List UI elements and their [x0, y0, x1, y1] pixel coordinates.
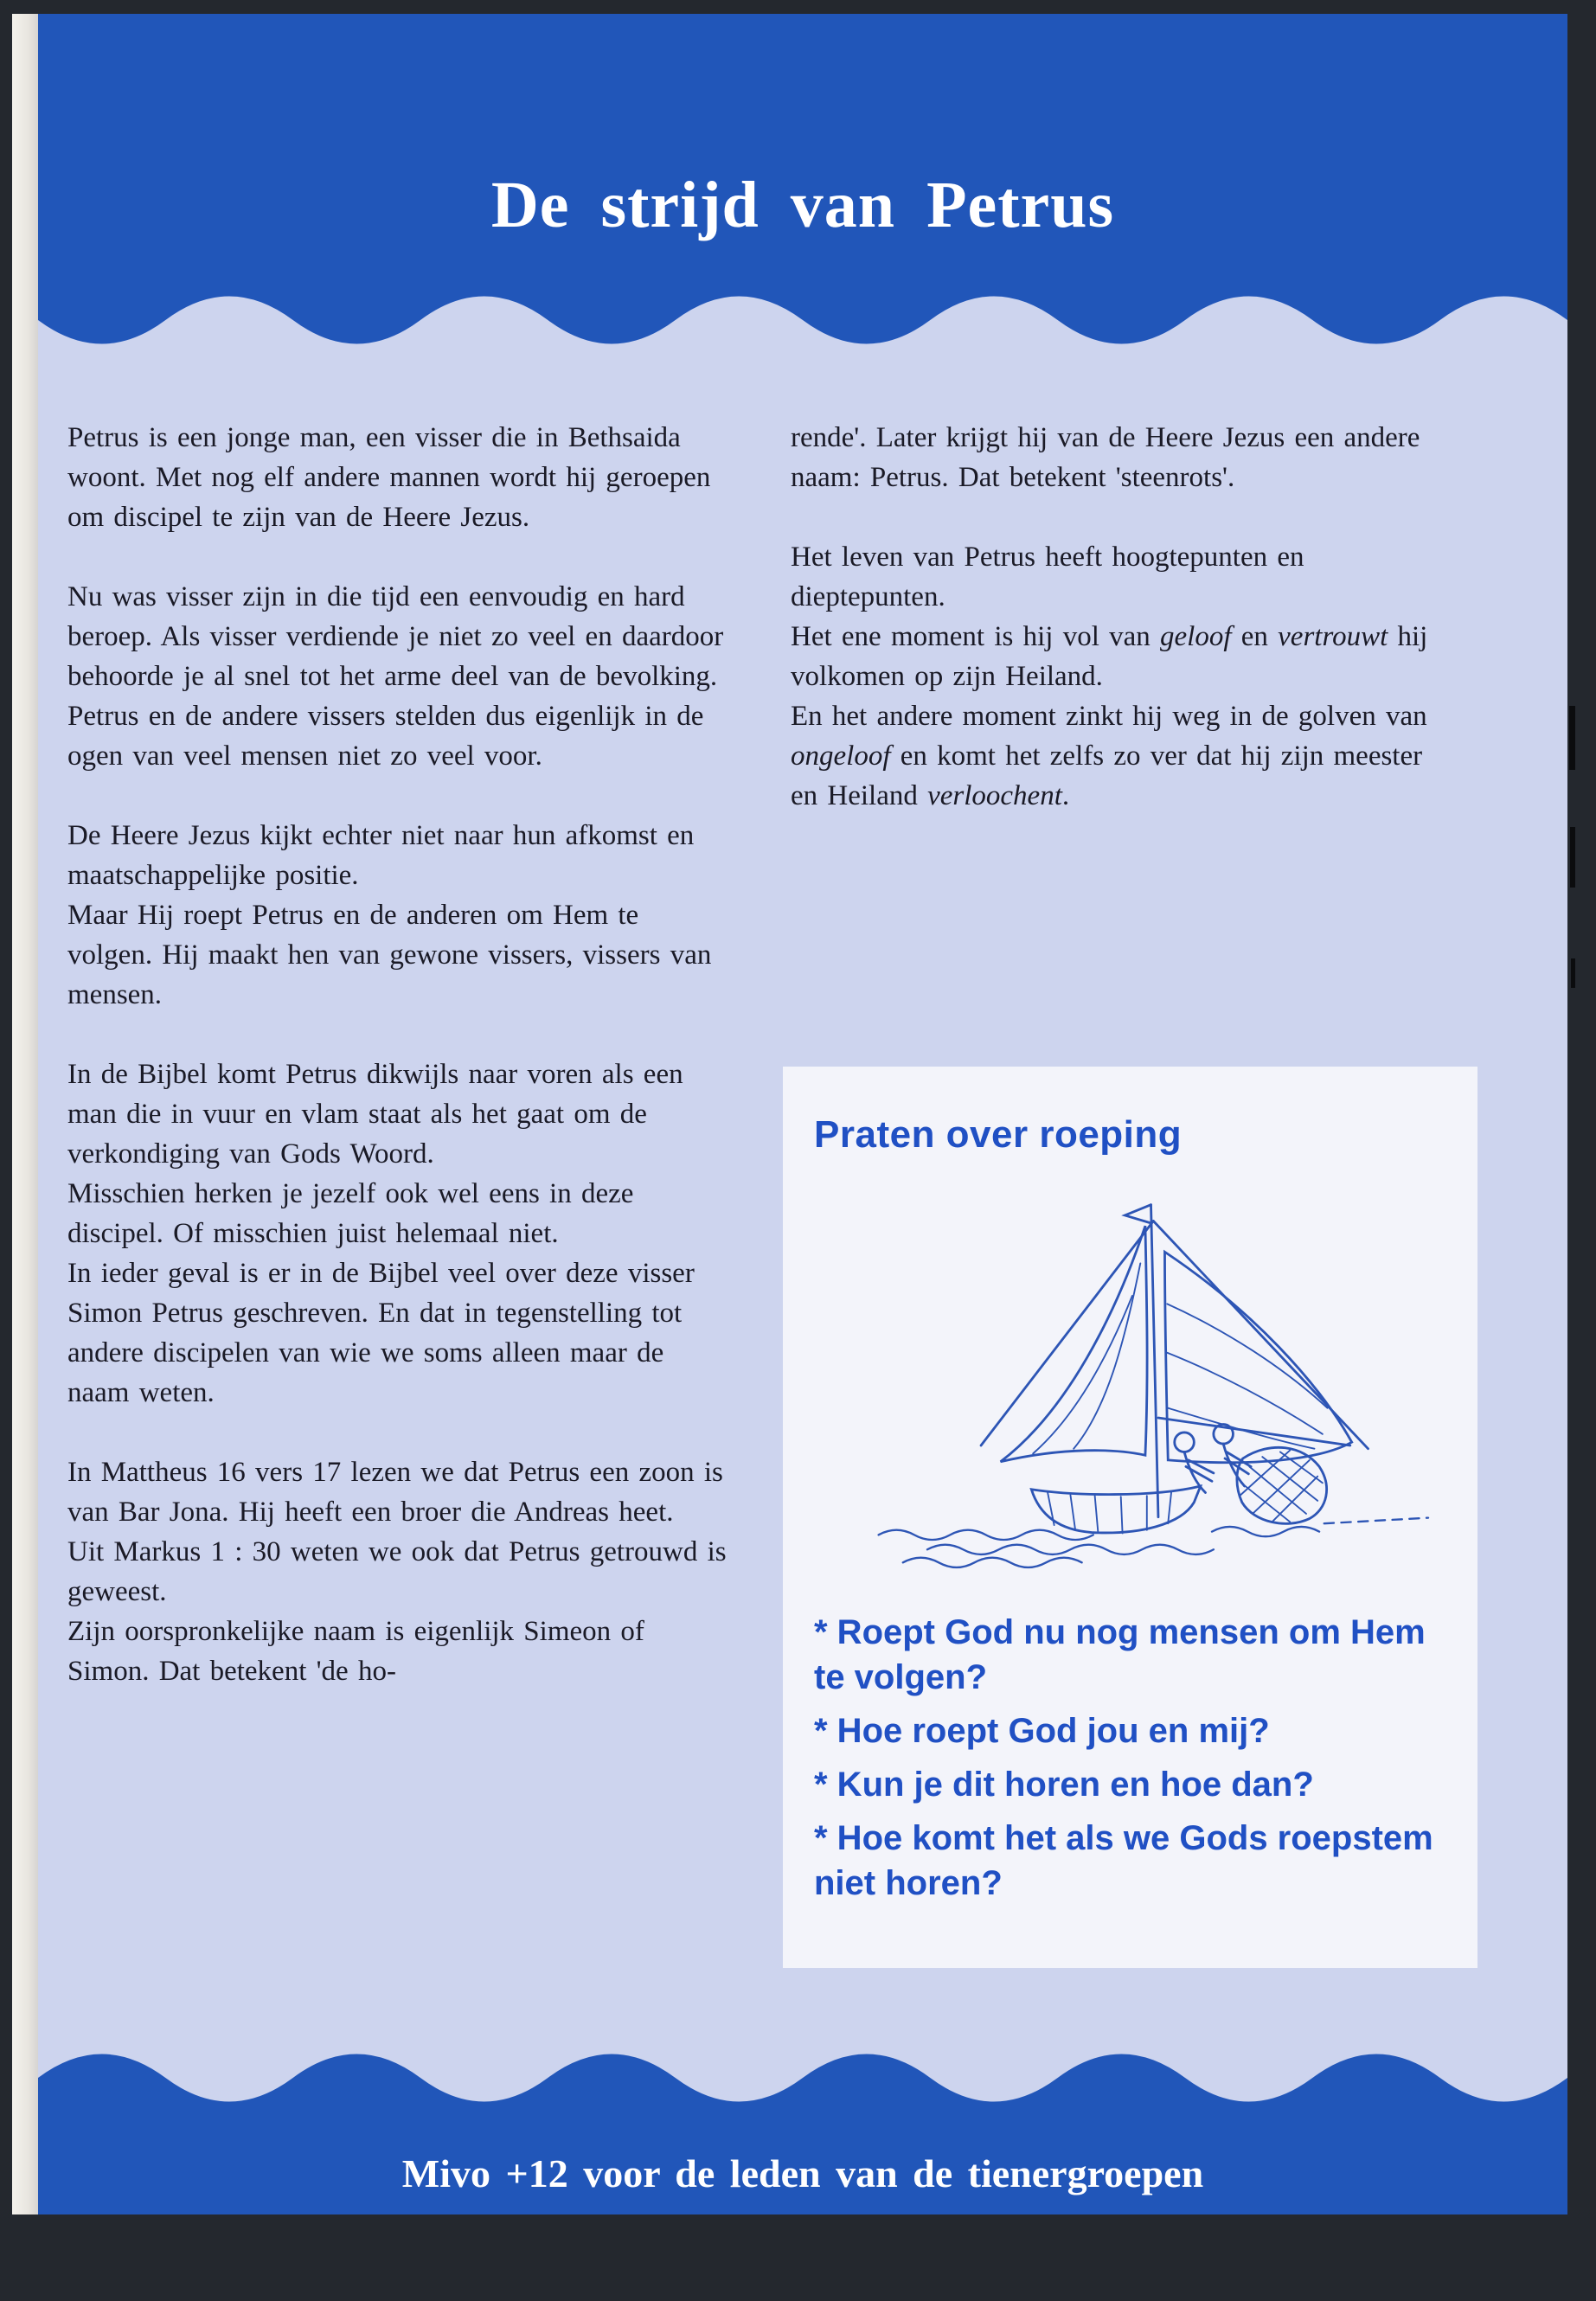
- paragraph-group: [67, 816, 730, 1015]
- paragraph: In Mattheus 16 vers 17 lezen we dat Petrus een zoon is van Bar Jona. Hij heeft een broer die Andreas heet.: [67, 1457, 723, 1528]
- paragraph-group: [67, 418, 730, 537]
- callout-heading: Praten over roeping: [814, 1113, 1183, 1156]
- magazine-page: [12, 14, 1567, 2214]
- paragraph-group: [67, 1054, 730, 1413]
- italic-word: vertrouwt: [1278, 621, 1388, 652]
- page-left-edge: [12, 14, 38, 2214]
- scan-artifact-mark: [1570, 827, 1575, 888]
- paragraph-group: [67, 577, 730, 776]
- paragraph: Uit Markus 1 : 30 weten we ook dat Petrus getrouwd is geweest.: [67, 1536, 727, 1607]
- italic-word: verloochent: [927, 780, 1062, 811]
- question-item: * Roept God nu nog mensen om Hem te volgen?: [814, 1613, 1426, 1696]
- discussion-questions: [814, 1610, 1453, 1906]
- question-item: * Hoe roept God jou en mij?: [814, 1712, 1270, 1750]
- paragraph: Het leven van Petrus heeft hoogtepunten en dieptepunten.: [791, 542, 1304, 612]
- header-band: [38, 14, 1567, 287]
- paragraph: In de Bijbel komt Petrus dikwijls naar voren als een man die in vuur en vlam staat als het gaat om de verkondiging van Gods Woord.: [67, 1059, 683, 1170]
- paragraph: Het ene moment is hij vol van geloof en vertrouwt hij volkomen op zijn Heiland.: [791, 621, 1428, 692]
- header-wave-edge: [38, 285, 1567, 355]
- sailboat-illustration: [824, 1174, 1438, 1580]
- paragraph: De Heere Jezus kijkt echter niet naar hun afkomst en maatschappelijke positie.: [67, 820, 695, 891]
- question-item: * Hoe komt het als we Gods roepstem niet horen?: [814, 1819, 1433, 1902]
- scan-artifact-mark: [1571, 958, 1575, 988]
- footer-wave-edge: [38, 2043, 1567, 2112]
- paragraph: Misschien herken je jezelf ook wel eens in deze discipel. Of misschien juist helemaal niet.: [67, 1178, 634, 1249]
- paragraph: Maar Hij roept Petrus en de anderen om Hem te volgen. Hij maakt hen van gewone vissers, vissers van mensen.: [67, 900, 712, 1010]
- paragraph: En het andere moment zinkt hij weg in de golven van ongeloof en komt het zelfs zo ver dat hij zijn meester en Heiland verloochent.: [791, 701, 1427, 811]
- paragraph: Zijn oorspronkelijke naam is eigenlijk Simeon of Simon. Dat betekent 'de ho-: [67, 1616, 644, 1687]
- article-left-column: [67, 418, 730, 1731]
- italic-word: ongeloof: [791, 740, 891, 772]
- paragraph-group: [791, 418, 1458, 497]
- question-item: * Kun je dit horen en hoe dan?: [814, 1766, 1314, 1804]
- paragraph: rende'. Later krijgt hij van de Heere Jezus een andere naam: Petrus. Dat betekent 'steenrots'.: [791, 422, 1420, 493]
- paragraph-group: [791, 537, 1458, 816]
- footer-text: Mivo +12 voor de leden van de tienergroepen: [401, 2151, 1204, 2195]
- page-title: De strijd van Petrus: [490, 169, 1115, 241]
- italic-word: geloof: [1160, 621, 1232, 652]
- paragraph: Petrus is een jonge man, een visser die in Bethsaida woont. Met nog elf andere mannen wordt hij geroepen om discipel te zijn van de Heere Jezus.: [67, 422, 711, 533]
- article-right-column: [791, 418, 1458, 856]
- callout-panel: [783, 1067, 1477, 1968]
- paragraph: Petrus en de andere vissers stelden dus eigenlijk in de ogen van veel mensen niet zo veel voor.: [67, 701, 704, 772]
- paragraph-group: [67, 1452, 730, 1691]
- paragraph: In ieder geval is er in de Bijbel veel over deze visser Simon Petrus geschreven. En dat in tegenstelling tot andere discipelen van wie we soms alleen maar de naam weten.: [67, 1258, 695, 1408]
- scan-artifact-mark: [1569, 706, 1575, 770]
- paragraph: Nu was visser zijn in die tijd een eenvoudig en hard beroep. Als visser verdiende je niet zo veel en daardoor behoorde je al snel tot het arme deel van de bevolking.: [67, 581, 724, 692]
